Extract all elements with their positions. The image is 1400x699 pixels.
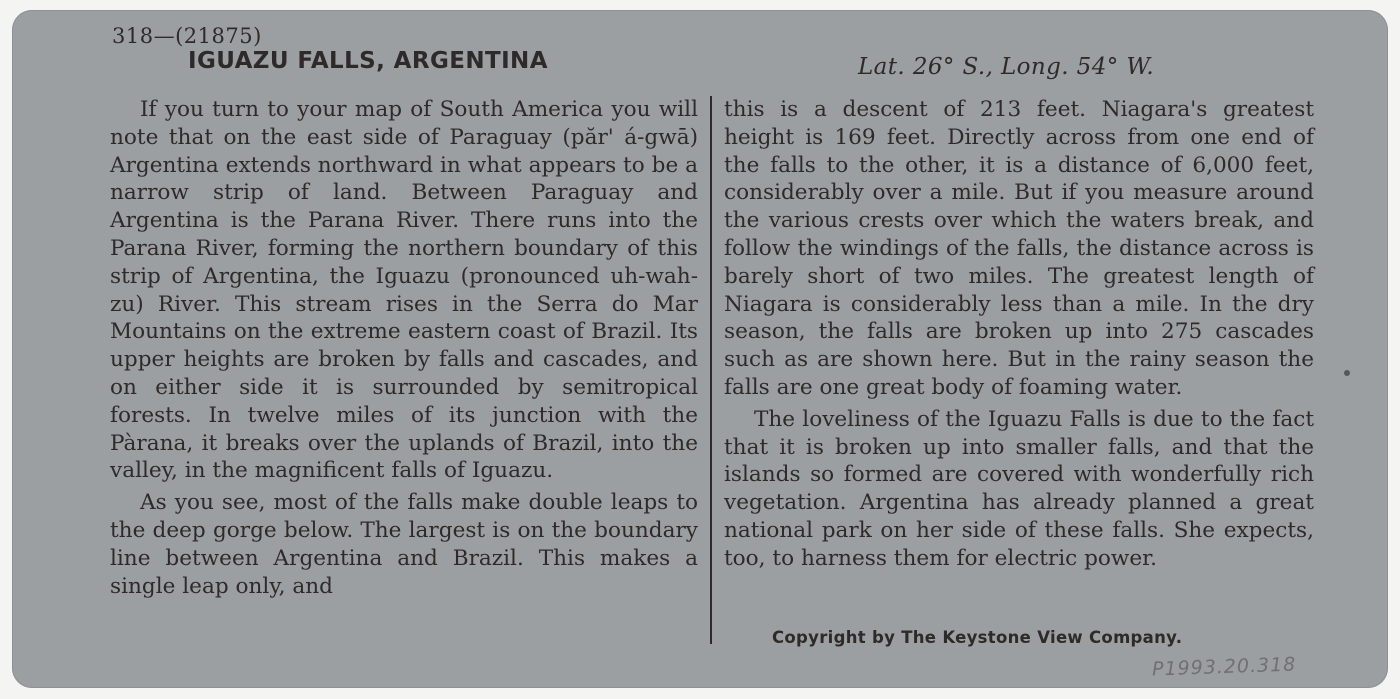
paragraph: If you turn to your map of South America you will note that on the east side of Paraguay (păr' á-gwā) Argentina extends northward in what appears to be a narrow strip of land. Between Paraguay and Argentina is the Parana River. There runs into the Parana River, forming the northern boundary of this strip of Argentina, the Iguazu (pronounced uh-wah-zu) River. This stream rises in the Serra do Mar Mountains on the extreme eastern coast of Brazil. Its upper heights are broken by falls and cascades, and on either side it is surrounded by semitropical forests. In twelve miles of its junction with the Pàrana, it breaks over the uplands of Brazil, into the valley, in the magnificent falls of Iguazu. [110,97,698,484]
right-text-column [724,96,1314,573]
catalog-number: 318—(21875) [112,24,262,48]
accession-number: P1993.20.318 [1151,653,1297,681]
stereograph-card-back [12,10,1388,688]
column-divider [710,96,712,644]
left-text-column [110,96,698,600]
pinhole-mark [1344,370,1350,376]
copyright-line: Copyright by The Keystone View Company. [772,628,1183,647]
paragraph: As you see, most of the falls make double leaps to the deep gorge below. The largest is on the boundary line between Argentina and Brazil. This makes a single leap only, and [110,490,698,599]
card-title: IGUAZU FALLS, ARGENTINA [188,48,548,74]
paragraph: this is a descent of 213 feet. Niagara's greatest height is 169 feet. Directly across from one end of the falls to the other, it is a distance of 6,000 feet, considerably over a mile. But if you measure around the various crests over which the waters break, and follow the windings of the falls, the distance across is barely short of two miles. The greatest length of Niagara is considerably less than a mile. In the dry season, the falls are broken up into 275 cascades such as are shown here. But in the rainy season the falls are one great body of foaming water. [724,97,1314,400]
paragraph: The loveliness of the Iguazu Falls is due to the fact that it is broken up into smaller falls, and that the islands so formed are covered with wonderfully rich vegetation. Argentina has already planned a great national park on her side of these falls. She expects, too, to harness them for electric power. [724,406,1314,571]
coordinates: Lat. 26° S., Long. 54° W. [858,54,1155,80]
